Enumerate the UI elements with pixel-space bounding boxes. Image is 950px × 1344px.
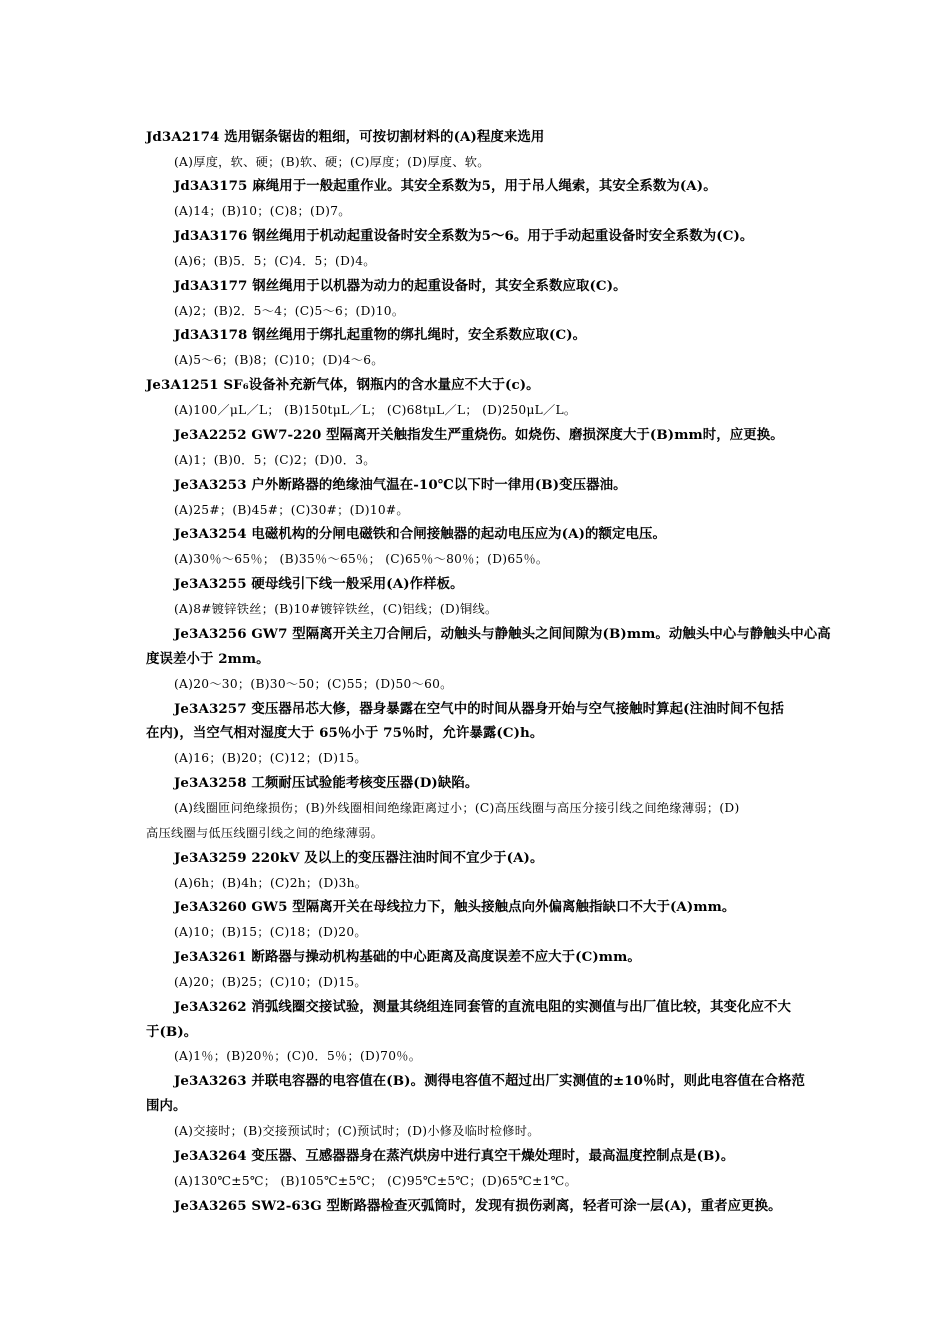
question-line: Je3A3259 220kV 及以上的变压器注油时间不宜少于(A)。 bbox=[174, 850, 544, 866]
question-line-continued: 度误差小于 2mm。 bbox=[146, 651, 270, 667]
question-line: Jd3A3177 钢丝绳用于以机器为动力的起重设备时，其安全系数应取(C)。 bbox=[174, 278, 627, 294]
question-line: Je3A3256 GW7 型隔离开关主刀合闸后，动触头与静触头之间间隙为(B)mm。动触头中心与静触头中心高 bbox=[174, 626, 831, 642]
answer-line: (A)16；(B)20；(C)12；(D)15。 bbox=[174, 751, 367, 765]
question-line: Je3A2252 GW7-220 型隔离开关触指发生严重烧伤。如烧伤、磨损深度大于(B)mm时，应更换。 bbox=[174, 427, 784, 443]
answer-line: (A)30％～65％； (B)35％～65％； (C)65％～80％；(D)65％。 bbox=[174, 552, 549, 566]
answer-line: (A)20；(B)25；(C)10；(D)15。 bbox=[174, 975, 367, 989]
question-line: Je3A3264 变压器、互感器器身在蒸汽烘房中进行真空干燥处理时，最高温度控制点是(B)。 bbox=[174, 1148, 735, 1164]
question-line: Jd3A3178 钢丝绳用于绑扎起重物的绑扎绳时，安全系数应取(C)。 bbox=[174, 327, 587, 343]
question-line: Je3A3255 硬母线引下线一般采用(A)作样板。 bbox=[174, 576, 464, 592]
question-line: Je3A3265 SW2-63G 型断路器检查灭弧筒时，发现有损伤剥离，轻者可涂一层(A)，重者应更换。 bbox=[174, 1198, 782, 1214]
question-line: Je3A3258 工频耐压试验能考核变压器(D)缺陷。 bbox=[174, 775, 479, 791]
question-line-continued: 围内。 bbox=[146, 1098, 187, 1114]
question-line: Je3A3254 电磁机构的分闸电磁铁和合闸接触器的起动电压应为(A)的额定电压。 bbox=[174, 526, 666, 542]
answer-line: (A)线圈匝问绝缘损伤；(B)外线圈相间绝缘距离过小；(C)高压线圈与高压分接引线之间绝缘薄弱；(D) bbox=[174, 801, 740, 815]
answer-line: (A)6；(B)5．5；(C)4．5；(D)4。 bbox=[174, 254, 376, 268]
question-line: Je3A3261 断路器与操动机构基础的中心距离及高度误差不应大于(C)mm。 bbox=[174, 949, 641, 965]
question-line: Jd3A3175 麻绳用于一般起重作业。其安全系数为5，用于吊人绳索，其安全系数为(A)。 bbox=[174, 178, 717, 194]
question-line: Jd3A2174 选用锯条锯齿的粗细，可按切割材料的(A)程度来选用 bbox=[146, 129, 545, 145]
answer-line: (A)6h；(B)4h；(C)2h；(D)3h。 bbox=[174, 876, 368, 890]
answer-line: (A)1％；(B)20％；(C)0．5％；(D)70％。 bbox=[174, 1049, 422, 1063]
question-line-continued: 于(B)。 bbox=[146, 1024, 198, 1040]
question-line: Je3A3257 变压器吊芯大修，器身暴露在空气中的时间从器身开始与空气接触时算起(注油时间不包括 bbox=[174, 701, 784, 717]
question-line: Je3A3253 户外断路器的绝缘油气温在-10℃以下时一律用(B)变压器油。 bbox=[174, 477, 627, 493]
question-line: Je3A1251 SF₆设备补充新气体，钢瓶内的含水量应不大于(c)。 bbox=[146, 377, 540, 393]
answer-line: (A)2；(B)2．5～4；(C)5～6；(D)10。 bbox=[174, 304, 405, 318]
question-line: Je3A3263 并联电容器的电容值在(B)。测得电容值不超过出厂实测值的±10％时，则此电容值在合格范 bbox=[174, 1073, 805, 1089]
question-line-continued: 在内)，当空气相对湿度大于 65％小于 75％时，允许暴露(C)h。 bbox=[146, 725, 544, 741]
answer-line: (A)1；(B)0．5；(C)2；(D)0．3。 bbox=[174, 453, 376, 467]
answer-line: (A)10；(B)15；(C)18；(D)20。 bbox=[174, 925, 367, 939]
question-line: Jd3A3176 钢丝绳用于机动起重设备时安全系数为5～6。用于手动起重设备时安全系数为(C)。 bbox=[174, 228, 754, 244]
answer-line: (A)交接时；(B)交接预试时；(C)预试时；(D)小修及临时检修时。 bbox=[174, 1124, 540, 1138]
question-line: Je3A3260 GW5 型隔离开关在母线拉力下，触头接触点向外偏离触指缺口不大于(A)mm。 bbox=[174, 899, 736, 915]
question-line: Je3A3262 消弧线圈交接试验，测量其绕组连同套管的直流电阻的实测值与出厂值比较，其变化应不大 bbox=[174, 999, 792, 1015]
answer-line: (A)25#；(B)45#；(C)30#；(D)10#。 bbox=[174, 503, 409, 517]
answer-line: (A)8#镀锌铁丝；(B)10#镀锌铁丝，(C)铝线；(D)铜线。 bbox=[174, 602, 498, 616]
answer-line: (A)100／μL／L； (B)150tμL／L； (C)68tμL／L； (D)250μL／L。 bbox=[174, 403, 577, 417]
answer-line: (A)5～6；(B)8；(C)10；(D)4～6。 bbox=[174, 353, 384, 367]
answer-line: (A)130℃±5℃； (B)105℃±5℃； (C)95℃±5℃；(D)65℃±1℃。 bbox=[174, 1174, 578, 1188]
answer-line: (A)14；(B)10；(C)8；(D)7。 bbox=[174, 204, 351, 218]
answer-line: (A)20～30；(B)30～50；(C)55；(D)50～60。 bbox=[174, 677, 453, 691]
answer-line: (A)厚度，软、硬；(B)软、硬；(C)厚度；(D)厚度、软。 bbox=[174, 155, 490, 169]
answer-line-continued: 高压线圈与低压线圈引线之间的绝缘薄弱。 bbox=[146, 826, 384, 840]
